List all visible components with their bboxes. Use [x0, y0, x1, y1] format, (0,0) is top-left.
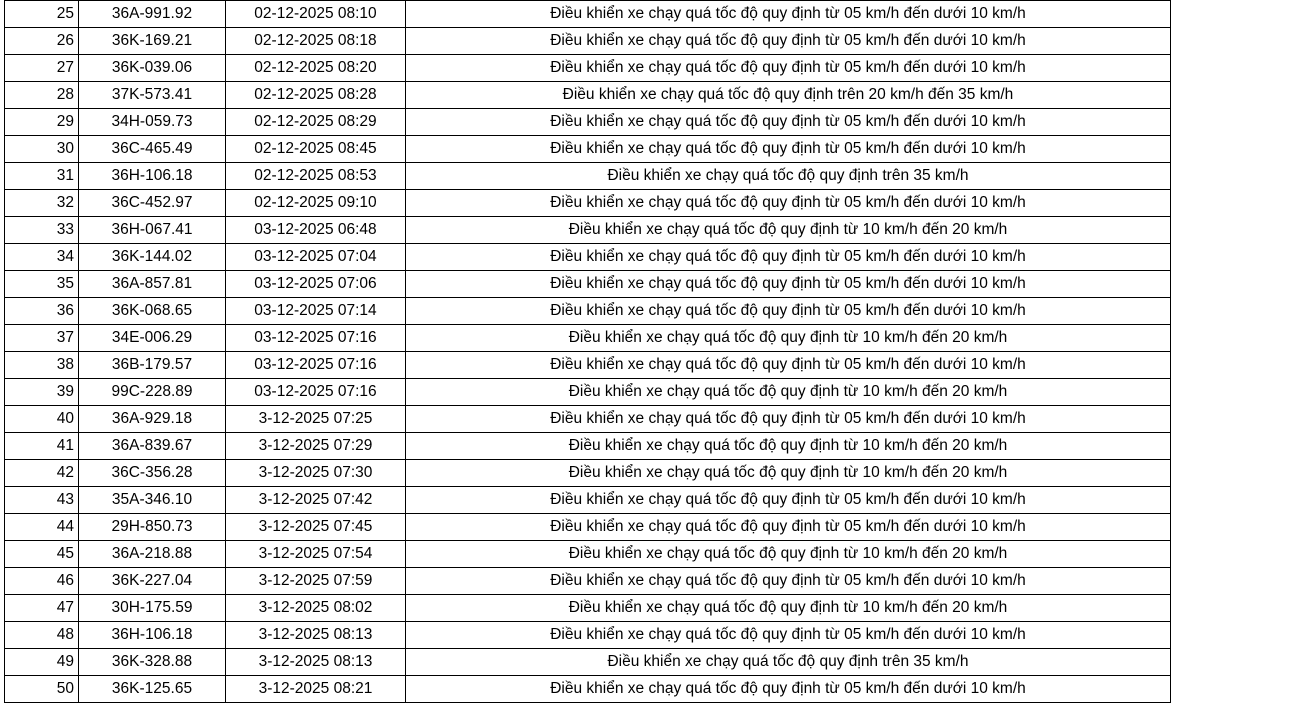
table-row	[5, 487, 1171, 514]
cell-time: 02-12-2025 08:18	[226, 28, 406, 55]
cell-time: 02-12-2025 08:29	[226, 109, 406, 136]
cell-idx: 28	[5, 82, 79, 109]
cell-idx: 26	[5, 28, 79, 55]
cell-time: 3-12-2025 07:30	[226, 460, 406, 487]
cell-time: 3-12-2025 08:02	[226, 595, 406, 622]
cell-idx: 46	[5, 568, 79, 595]
cell-idx: 30	[5, 136, 79, 163]
cell-time: 02-12-2025 08:10	[226, 1, 406, 28]
table-row	[5, 82, 1171, 109]
table-row	[5, 1, 1171, 28]
cell-idx: 32	[5, 190, 79, 217]
cell-plate: 29H-850.73	[79, 514, 226, 541]
table-row	[5, 568, 1171, 595]
cell-plate: 36C-465.49	[79, 136, 226, 163]
violations-table	[4, 0, 1171, 703]
cell-idx: 48	[5, 622, 79, 649]
table-row	[5, 649, 1171, 676]
table-row	[5, 244, 1171, 271]
cell-plate: 30H-175.59	[79, 595, 226, 622]
cell-time: 03-12-2025 07:14	[226, 298, 406, 325]
cell-time: 3-12-2025 07:45	[226, 514, 406, 541]
cell-idx: 38	[5, 352, 79, 379]
cell-idx: 40	[5, 406, 79, 433]
cell-idx: 37	[5, 325, 79, 352]
cell-time: 3-12-2025 08:13	[226, 649, 406, 676]
cell-idx: 49	[5, 649, 79, 676]
cell-idx: 31	[5, 163, 79, 190]
cell-idx: 50	[5, 676, 79, 703]
cell-time: 02-12-2025 08:45	[226, 136, 406, 163]
table-row	[5, 433, 1171, 460]
cell-desc: Điều khiển xe chạy quá tốc độ quy định từ 05 km/h đến dưới 10 km/h	[406, 136, 1171, 163]
table-row	[5, 406, 1171, 433]
cell-idx: 43	[5, 487, 79, 514]
cell-desc: Điều khiển xe chạy quá tốc độ quy định từ 05 km/h đến dưới 10 km/h	[406, 406, 1171, 433]
cell-time: 3-12-2025 08:13	[226, 622, 406, 649]
cell-plate: 36K-125.65	[79, 676, 226, 703]
table-row	[5, 28, 1171, 55]
table-row	[5, 622, 1171, 649]
cell-desc: Điều khiển xe chạy quá tốc độ quy định từ 05 km/h đến dưới 10 km/h	[406, 28, 1171, 55]
cell-plate: 36C-452.97	[79, 190, 226, 217]
cell-idx: 45	[5, 541, 79, 568]
table-row	[5, 190, 1171, 217]
cell-desc: Điều khiển xe chạy quá tốc độ quy định từ 05 km/h đến dưới 10 km/h	[406, 352, 1171, 379]
table-row	[5, 352, 1171, 379]
cell-time: 3-12-2025 07:25	[226, 406, 406, 433]
table-row	[5, 298, 1171, 325]
cell-desc: Điều khiển xe chạy quá tốc độ quy định từ 05 km/h đến dưới 10 km/h	[406, 109, 1171, 136]
cell-plate: 36H-106.18	[79, 622, 226, 649]
cell-idx: 42	[5, 460, 79, 487]
cell-plate: 36K-144.02	[79, 244, 226, 271]
cell-idx: 25	[5, 1, 79, 28]
cell-plate: 36H-106.18	[79, 163, 226, 190]
table-row	[5, 460, 1171, 487]
cell-desc: Điều khiển xe chạy quá tốc độ quy định trên 20 km/h đến 35 km/h	[406, 82, 1171, 109]
cell-desc: Điều khiển xe chạy quá tốc độ quy định trên 35 km/h	[406, 649, 1171, 676]
cell-desc: Điều khiển xe chạy quá tốc độ quy định từ 10 km/h đến 20 km/h	[406, 433, 1171, 460]
cell-desc: Điều khiển xe chạy quá tốc độ quy định trên 35 km/h	[406, 163, 1171, 190]
table-row	[5, 163, 1171, 190]
cell-desc: Điều khiển xe chạy quá tốc độ quy định từ 05 km/h đến dưới 10 km/h	[406, 676, 1171, 703]
cell-plate: 37K-573.41	[79, 82, 226, 109]
cell-time: 3-12-2025 08:21	[226, 676, 406, 703]
cell-desc: Điều khiển xe chạy quá tốc độ quy định từ 05 km/h đến dưới 10 km/h	[406, 244, 1171, 271]
cell-plate: 99C-228.89	[79, 379, 226, 406]
cell-time: 02-12-2025 08:28	[226, 82, 406, 109]
table-row	[5, 271, 1171, 298]
table-row	[5, 325, 1171, 352]
cell-plate: 36K-068.65	[79, 298, 226, 325]
cell-idx: 47	[5, 595, 79, 622]
cell-time: 3-12-2025 07:54	[226, 541, 406, 568]
cell-plate: 36H-067.41	[79, 217, 226, 244]
cell-desc: Điều khiển xe chạy quá tốc độ quy định từ 05 km/h đến dưới 10 km/h	[406, 487, 1171, 514]
cell-plate: 36A-929.18	[79, 406, 226, 433]
cell-time: 03-12-2025 07:16	[226, 379, 406, 406]
cell-time: 03-12-2025 07:16	[226, 325, 406, 352]
table-row	[5, 676, 1171, 703]
table-row	[5, 514, 1171, 541]
cell-desc: Điều khiển xe chạy quá tốc độ quy định từ 05 km/h đến dưới 10 km/h	[406, 568, 1171, 595]
table-row	[5, 595, 1171, 622]
table-row	[5, 109, 1171, 136]
cell-plate: 36A-991.92	[79, 1, 226, 28]
table-row	[5, 55, 1171, 82]
cell-plate: 36A-839.67	[79, 433, 226, 460]
cell-desc: Điều khiển xe chạy quá tốc độ quy định từ 05 km/h đến dưới 10 km/h	[406, 1, 1171, 28]
violations-table-body	[5, 1, 1171, 703]
cell-idx: 33	[5, 217, 79, 244]
cell-desc: Điều khiển xe chạy quá tốc độ quy định từ 10 km/h đến 20 km/h	[406, 325, 1171, 352]
cell-idx: 39	[5, 379, 79, 406]
cell-time: 03-12-2025 07:16	[226, 352, 406, 379]
cell-desc: Điều khiển xe chạy quá tốc độ quy định từ 05 km/h đến dưới 10 km/h	[406, 271, 1171, 298]
cell-time: 02-12-2025 08:53	[226, 163, 406, 190]
cell-idx: 29	[5, 109, 79, 136]
cell-idx: 44	[5, 514, 79, 541]
cell-plate: 36K-227.04	[79, 568, 226, 595]
cell-plate: 36K-328.88	[79, 649, 226, 676]
cell-time: 03-12-2025 07:06	[226, 271, 406, 298]
cell-time: 03-12-2025 06:48	[226, 217, 406, 244]
cell-desc: Điều khiển xe chạy quá tốc độ quy định từ 10 km/h đến 20 km/h	[406, 595, 1171, 622]
table-row	[5, 217, 1171, 244]
cell-idx: 35	[5, 271, 79, 298]
cell-plate: 36K-169.21	[79, 28, 226, 55]
cell-desc: Điều khiển xe chạy quá tốc độ quy định từ 05 km/h đến dưới 10 km/h	[406, 622, 1171, 649]
cell-plate: 36A-857.81	[79, 271, 226, 298]
table-row	[5, 379, 1171, 406]
cell-plate: 35A-346.10	[79, 487, 226, 514]
cell-time: 02-12-2025 08:20	[226, 55, 406, 82]
cell-desc: Điều khiển xe chạy quá tốc độ quy định từ 05 km/h đến dưới 10 km/h	[406, 298, 1171, 325]
cell-plate: 34E-006.29	[79, 325, 226, 352]
cell-time: 3-12-2025 07:42	[226, 487, 406, 514]
cell-desc: Điều khiển xe chạy quá tốc độ quy định từ 05 km/h đến dưới 10 km/h	[406, 514, 1171, 541]
cell-desc: Điều khiển xe chạy quá tốc độ quy định từ 05 km/h đến dưới 10 km/h	[406, 55, 1171, 82]
cell-time: 03-12-2025 07:04	[226, 244, 406, 271]
cell-time: 3-12-2025 07:59	[226, 568, 406, 595]
cell-desc: Điều khiển xe chạy quá tốc độ quy định từ 10 km/h đến 20 km/h	[406, 541, 1171, 568]
cell-idx: 27	[5, 55, 79, 82]
table-row	[5, 541, 1171, 568]
cell-idx: 41	[5, 433, 79, 460]
cell-plate: 36A-218.88	[79, 541, 226, 568]
cell-idx: 36	[5, 298, 79, 325]
cell-desc: Điều khiển xe chạy quá tốc độ quy định từ 05 km/h đến dưới 10 km/h	[406, 190, 1171, 217]
cell-time: 3-12-2025 07:29	[226, 433, 406, 460]
table-row	[5, 136, 1171, 163]
cell-time: 02-12-2025 09:10	[226, 190, 406, 217]
cell-desc: Điều khiển xe chạy quá tốc độ quy định từ 10 km/h đến 20 km/h	[406, 217, 1171, 244]
cell-desc: Điều khiển xe chạy quá tốc độ quy định từ 10 km/h đến 20 km/h	[406, 379, 1171, 406]
cell-desc: Điều khiển xe chạy quá tốc độ quy định từ 10 km/h đến 20 km/h	[406, 460, 1171, 487]
cell-idx: 34	[5, 244, 79, 271]
cell-plate: 34H-059.73	[79, 109, 226, 136]
cell-plate: 36K-039.06	[79, 55, 226, 82]
cell-plate: 36C-356.28	[79, 460, 226, 487]
cell-plate: 36B-179.57	[79, 352, 226, 379]
